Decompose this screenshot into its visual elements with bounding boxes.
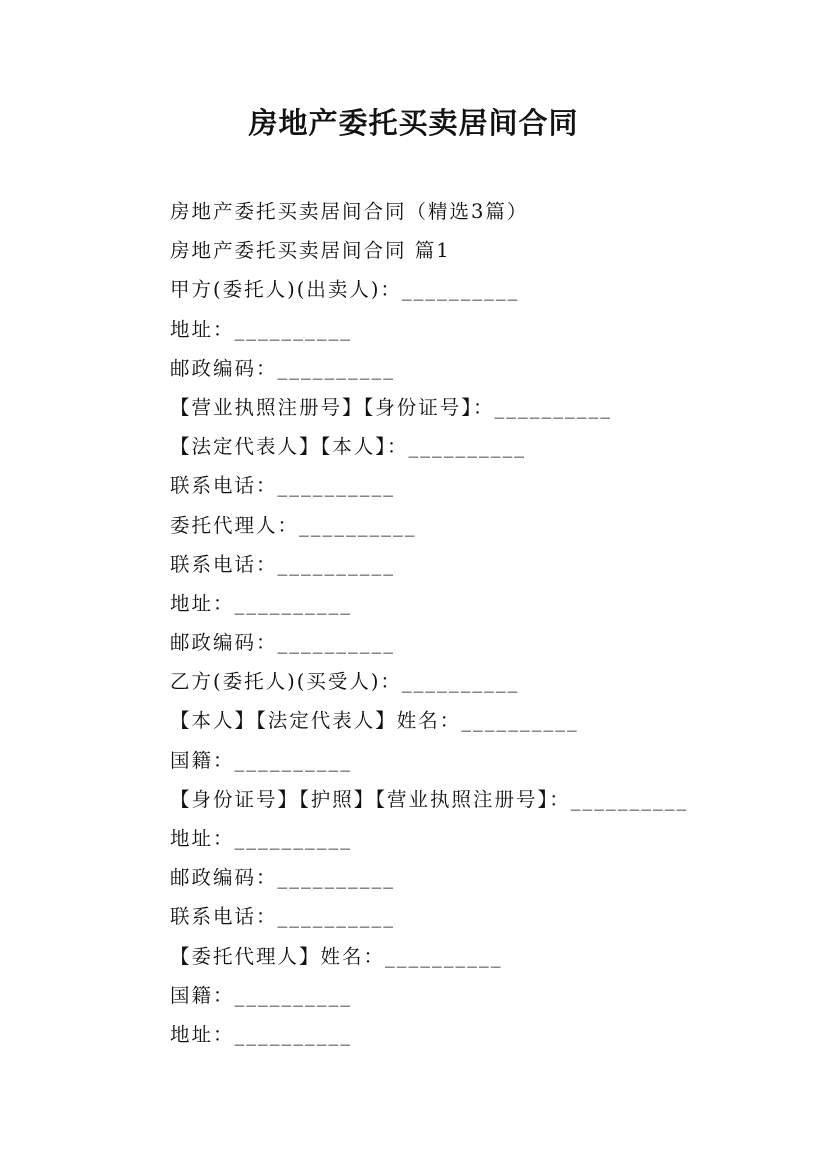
body-line: 乙方(委托人)(买受人)：__________: [170, 670, 520, 694]
body-line: 房地产委托买卖居间合同（精选3篇）: [170, 200, 529, 223]
body-line: 联系电话：__________: [170, 552, 396, 576]
body-line: 甲方(委托人)(出卖人)：__________: [170, 278, 520, 302]
body-line: 地址：__________: [170, 591, 353, 615]
body-line: 委托代理人：__________: [170, 513, 417, 537]
body-line: 联系电话：__________: [170, 474, 396, 498]
body-line: 【营业执照注册号】【身份证号】：__________: [170, 395, 613, 419]
body-line: 联系电话：__________: [170, 905, 396, 929]
body-line: 邮政编码：__________: [170, 356, 396, 380]
body-line: 国籍：__________: [170, 748, 353, 772]
body-line: 房地产委托买卖居间合同 篇1: [170, 239, 451, 263]
body-line: 地址：__________: [170, 317, 353, 341]
document-title: 房地产委托买卖居间合同: [248, 106, 579, 140]
document-body: [170, 192, 790, 1054]
body-line: 【身份证号】【护照】【营业执照注册号】：__________: [170, 787, 689, 811]
body-line: 国籍：__________: [170, 983, 353, 1007]
body-line: 【法定代表人】【本人】：__________: [170, 435, 527, 459]
body-line: 【委托代理人】姓名：__________: [170, 944, 503, 968]
body-line: 地址：__________: [170, 1022, 353, 1046]
body-line: 【本人】【法定代表人】姓名：__________: [170, 709, 579, 733]
body-line: 地址：__________: [170, 827, 353, 850]
body-line: 邮政编码：__________: [170, 866, 396, 890]
body-line: 邮政编码：__________: [170, 631, 396, 655]
